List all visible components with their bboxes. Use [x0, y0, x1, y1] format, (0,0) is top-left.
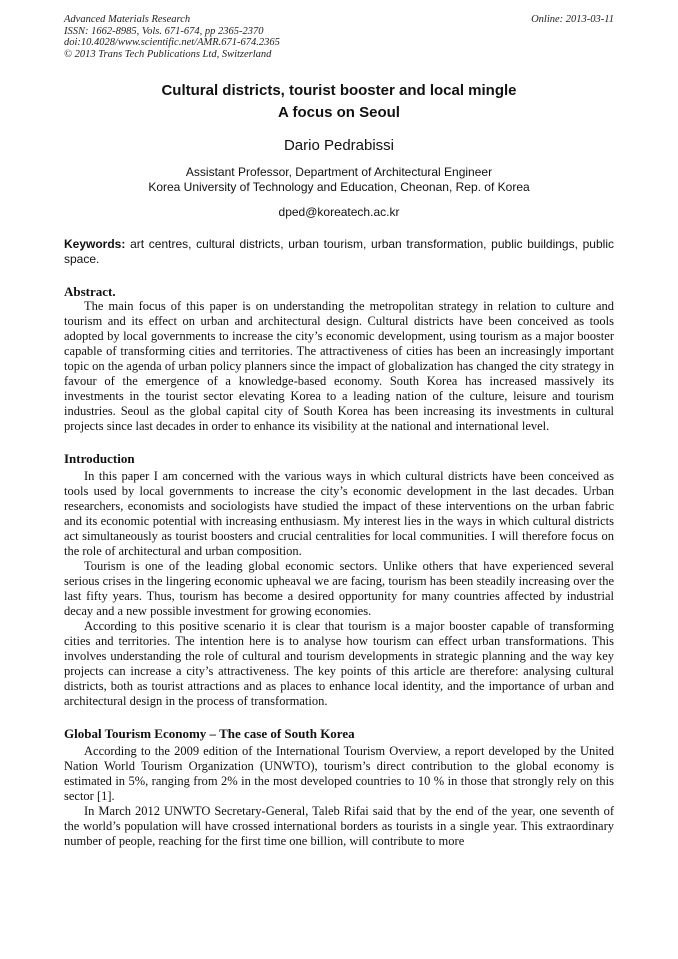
keywords-label: Keywords:	[64, 237, 126, 251]
keywords	[64, 237, 614, 267]
paper-title	[64, 80, 614, 124]
affiliation-line-1: Assistant Professor, Department of Architectural Engineer	[185, 165, 493, 179]
global-paragraph-2: In March 2012 UNWTO Secretary-General, Taleb Rifai said that by the end of the year, one seventh of the world’s population will have crossed international borders as tourists in a single year. This extraordinary number of people, reaching for the first time one billion, will contribute to more	[64, 804, 614, 848]
author-affiliation	[64, 165, 614, 195]
introduction-heading: Introduction	[64, 451, 135, 466]
author-email: dped@koreatech.ac.kr	[278, 205, 400, 219]
intro-paragraph-3: According to this positive scenario it is clear that tourism is a major booster capable of transforming cities and territories. The intention here is to analyse how tourism can effect urban transformations. This involves understanding the role of cultural and tourism developments in strategic planning and the way key projects can increase a city’s attractiveness. The key points of this article are therefore: analysing cultural districts, both as tourist attractions and as places to enhance local identity, and the importance of urban and architectural design in the process of transformation.	[64, 619, 614, 708]
abstract-text: The main focus of this paper is on understanding the metropolitan strategy in relation to culture and tourism and its effect on urban and architectural design. Cultural districts have been conceived as tools adopted by local governments to increase the city’s economic development, using tourism as a major booster capable of transforming cities and territories. The attractiveness of cities has been an increasingly important topic on the agenda of urban policy planners since the impact of globalization has changed the city strategy in favour of the emergence of a knowledge-based economy. South Korea has increased massively its investments in the tourist sector elevating Korea to a leading nation of the culture, leisure and tourism industries. Seoul as the global capital city of South Korea has been increasing its investments in cultural projects since last decades in order to enhance its visibility at the national and international level.	[64, 299, 614, 433]
global-paragraph-1: According to the 2009 edition of the International Tourism Overview, a report developed by the United Nation World Tourism Organization (UNWTO), tourism’s direct contribution to the global economy is estimated in 5%, ranging from 2% in the most developed countries to 10 % in those that strongly rely on this sector [1].	[64, 744, 614, 803]
intro-paragraph-2: Tourism is one of the leading global economic sectors. Unlike others that have experienced several serious crises in the lingering economic upheaval we are facing, tourism has been steadily increasing over the last fifty years. Thus, tourism has become a desired opportunity for many countries affected by industrial decay and a new possible investment for growing economies.	[64, 559, 614, 618]
online-date: Online: 2013-03-11	[531, 14, 614, 25]
journal-issn: ISSN: 1662-8985, Vols. 671-674, pp 2365-2370	[64, 25, 264, 37]
affiliation-line-2: Korea University of Technology and Education, Cheonan, Rep. of Korea	[148, 180, 530, 194]
title-line-2: A focus on Seoul	[278, 104, 400, 121]
journal-header	[64, 14, 614, 60]
journal-name: Advanced Materials Research	[64, 14, 191, 25]
abstract-heading: Abstract.	[64, 284, 116, 299]
journal-copyright: © 2013 Trans Tech Publications Ltd, Switzerland	[64, 48, 272, 60]
keywords-text: art centres, cultural districts, urban tourism, urban transformation, public buildings, public space.	[64, 237, 614, 266]
journal-doi: doi:10.4028/www.scientific.net/AMR.671-674.2365	[64, 37, 280, 48]
global-tourism-heading: Global Tourism Economy – The case of South Korea	[64, 726, 355, 741]
intro-paragraph-1: In this paper I am concerned with the various ways in which cultural districts have been conceived as tools used by local governments to increase the city’s economic development in the last decades. Urban researchers, economists and sociologists have studied the impact of these interventions on the urban fabric and its economic potential with increasing enthusiasm. My interest lies in the ways in which cultural districts act simultaneously as tourist boosters and crucial centralities for local communities. I will therefore focus on the role of architectural and urban composition.	[64, 469, 614, 558]
author-name: Dario Pedrabissi	[283, 137, 395, 154]
title-line-1: Cultural districts, tourist booster and local mingle	[161, 82, 517, 99]
